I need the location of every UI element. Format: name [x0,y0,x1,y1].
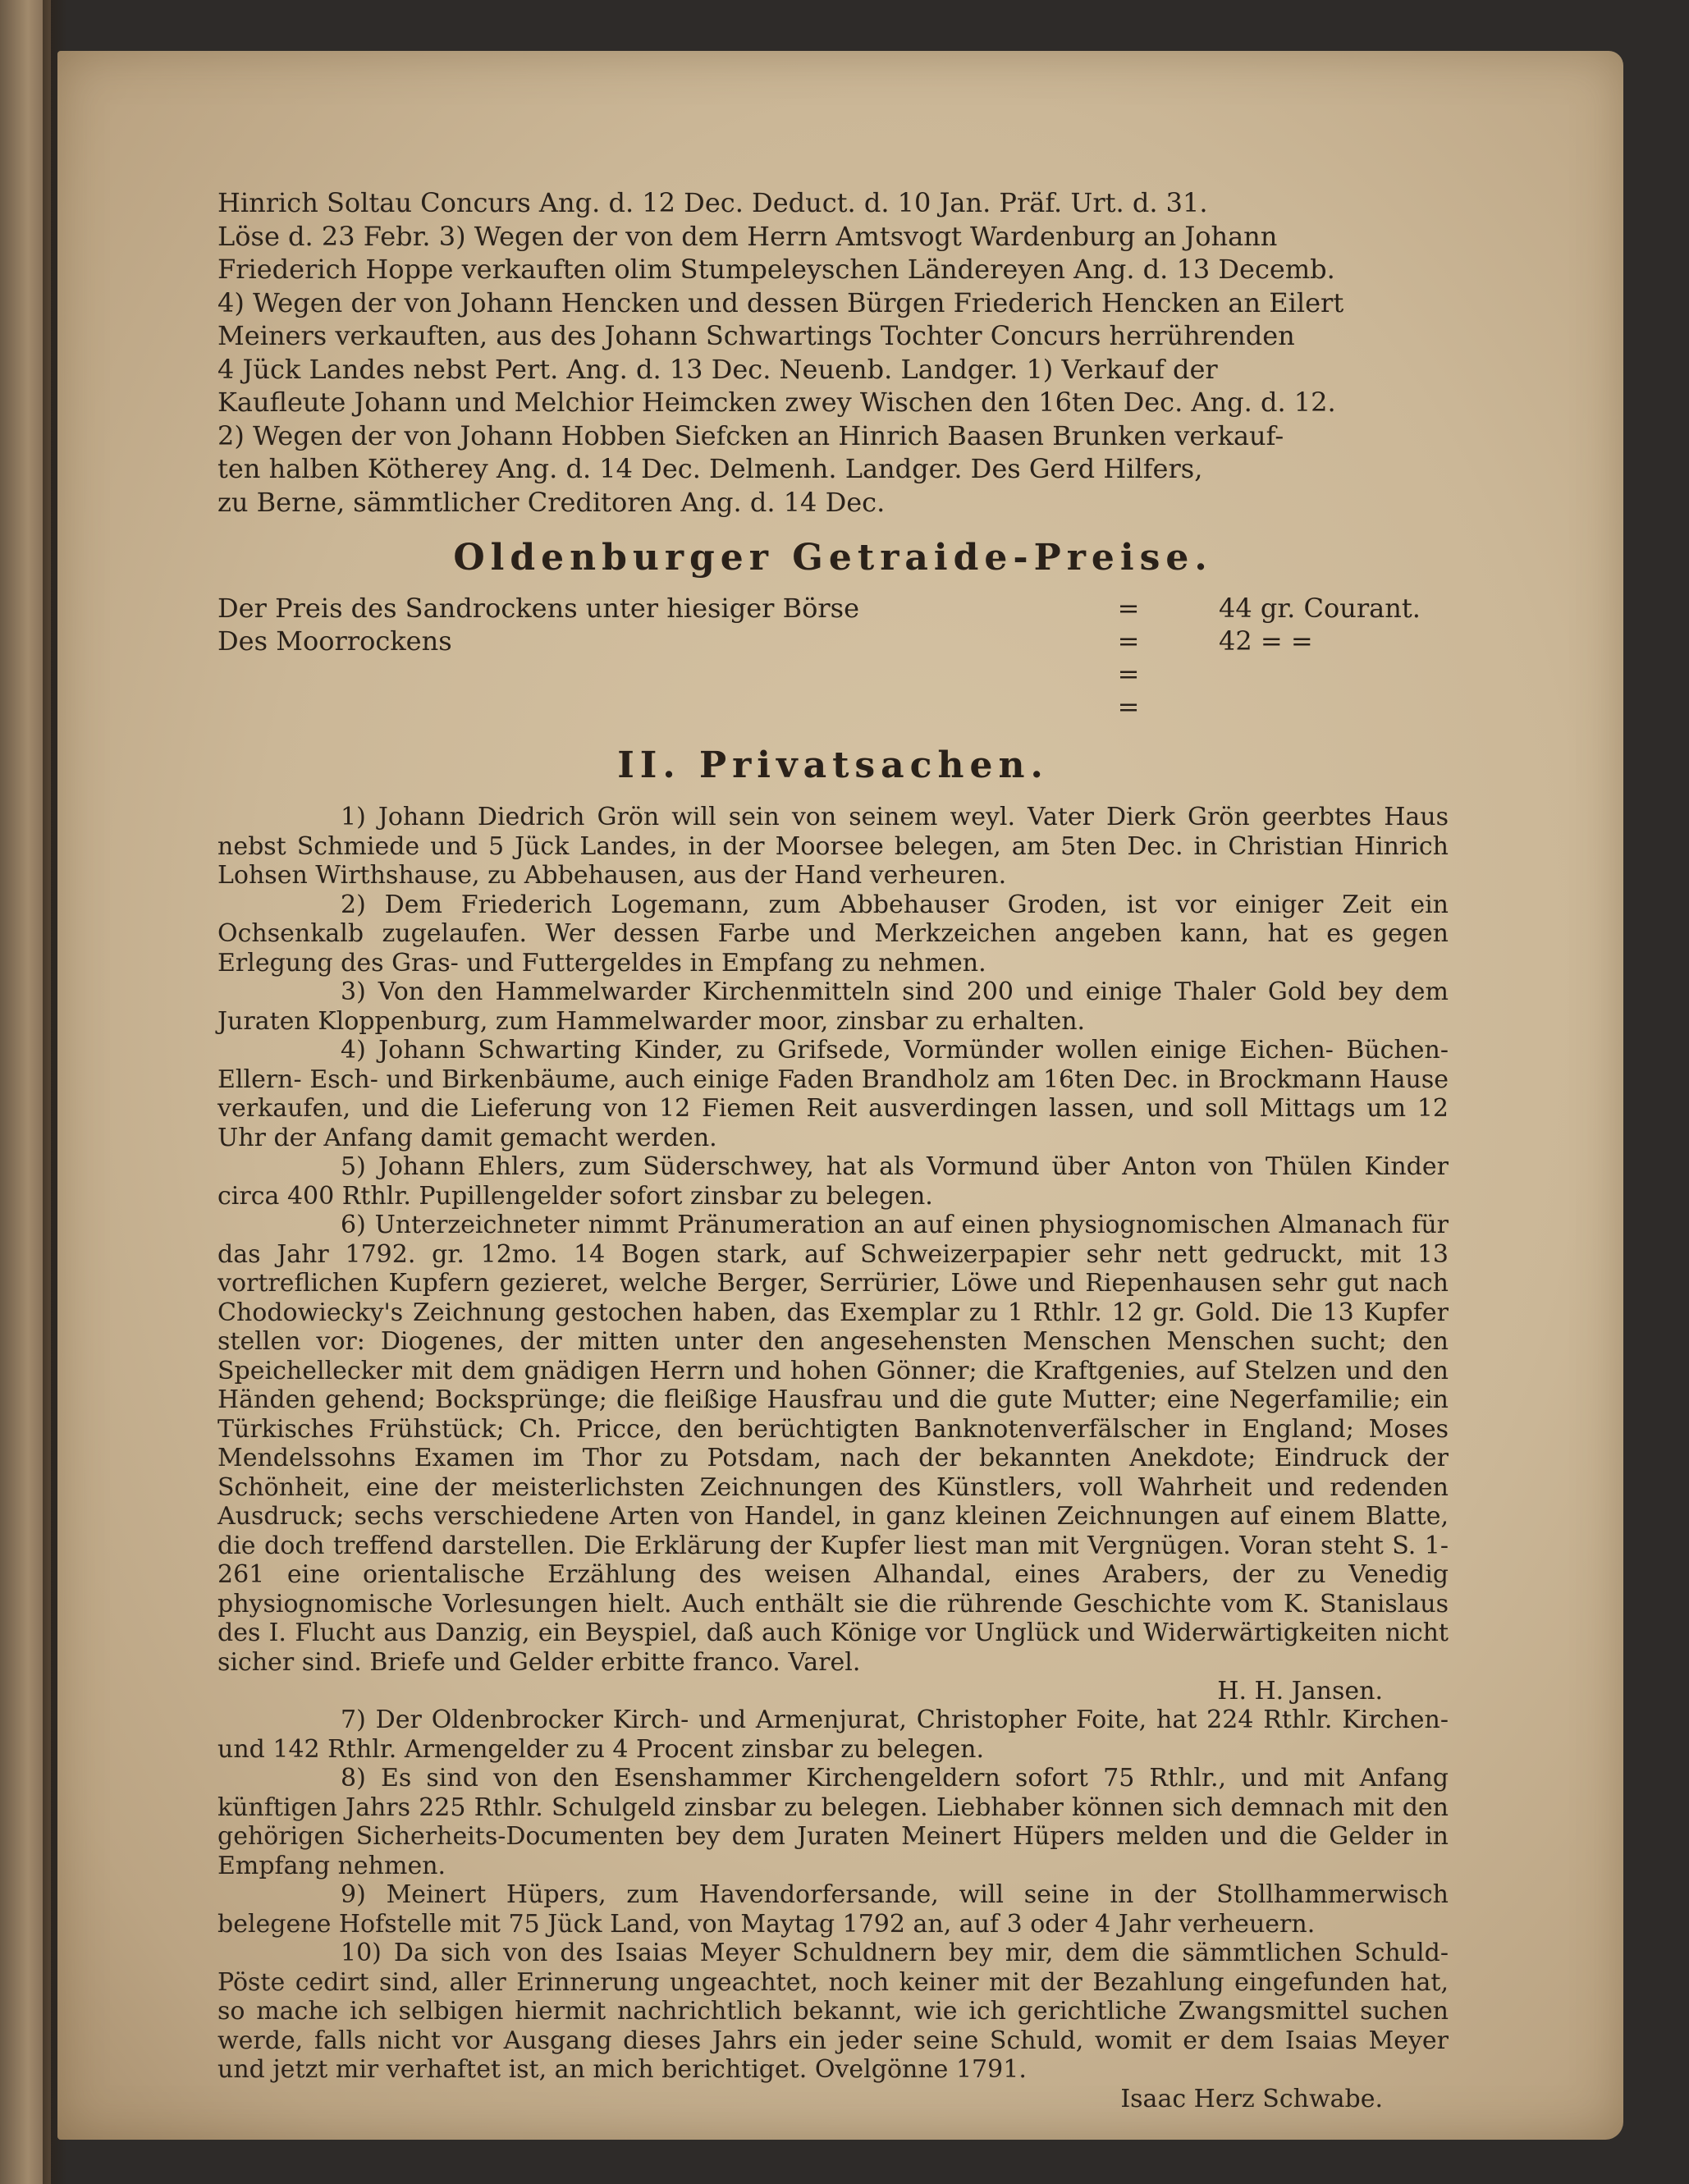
price-row-moorrocken [217,625,1449,723]
price-value: 44 gr. Courant. [1219,593,1421,624]
item-number: 8) [341,1764,366,1793]
item-number: 7) [341,1706,366,1734]
notice-item-10 [217,1939,1449,2085]
page-content [217,186,1449,2113]
notice-item-4 [217,1036,1449,1152]
item-number: 9) [341,1880,366,1909]
item-text: Johann Schwarting Kinder, zu Grifsede, Vormünder wollen einige Eichen- Büchen- Ellern- Esch- und Birkenbäume, auch einige Faden Brandholz am 16ten Dec. in Brockmann Hause verkaufen, und die Lieferung von 12 Fiemen Reit ausverdingen lassen, und soll Mittags um 12 Uhr der Anfang damit gemacht werden. [217,1036,1449,1152]
grain-prices-heading: Oldenburger Getraide-Preise. [453,537,1213,579]
item-text: Dem Friederich Logemann, zum Abbehauser Groden, ist vor einiger Zeit ein Ochsenkalb zugelaufen. Wer dessen Farbe und Merkzeichen angeben kann, hat es gegen Erlegung des Gras- und Futtergeldes in Empfang zu nehmen. [217,890,1449,978]
item-number: 1) [341,803,366,831]
price-label: Der Preis des Sandrockens unter hiesiger Börse [217,593,860,624]
price-row-sandrocken [217,592,1449,625]
item-text: Von den Hammelwarder Kirchenmitteln sind 200 und einige Thaler Gold bey dem Juraten Kloppenburg, zum Hammelwarder moor, zinsbar zu erhalten. [217,978,1449,1036]
notice-item-8 [217,1764,1449,1880]
price-marks: = [1117,593,1189,624]
item-text: Johann Diedrich Grön will sein von seinem weyl. Vater Dierk Grön geerbtes Haus nebst Schmiede und 5 Jück Landes, in der Moorsee belegen, am 5ten Dec. in Christian Hinrich Lohsen Wirthshause, zu Abbehausen, aus der Hand verheuren. [217,803,1449,890]
item-number: 5) [341,1152,366,1181]
price-label: Des Moorrockens [217,625,452,657]
item-text: Der Oldenbrocker Kirch- und Armenjurat, Christopher Foite, hat 224 Rthlr. Kirchen- und 142 Rthlr. Armengelder zu 4 Procent zinsbar zu belegen. [217,1706,1449,1764]
notice-item-5 [217,1152,1449,1211]
notice-item-1 [217,803,1449,891]
item-number: 4) [341,1036,366,1065]
item-number: 6) [341,1211,366,1239]
price-marks: = = = [1117,625,1189,722]
item-text: Unterzeichneter nimmt Pränumeration an auf einen physiognomischen Almanach für das Jahr 1792. gr. 12mo. 14 Bogen stark, auf Schweizerpapier sehr nett gedruckt, mit 13 vortreflichen Kupfern gezieret, welche Berger, Serrürier, Löwe und Riepenhausen sehr gut nach Chodowiecky's Zeichnung gestochen haben, das Exemplar zu 1 Rthlr. 12 gr. Gold. Die 13 Kupfer stellen vor: Diogenes, der mitten unter den angesehensten Menschen Menschen sucht; den Speichellecker mit dem gnädigen Herrn und hohen Gönner; die Kraftgenies, auf Stelzen und den Händen gehend; Bocksprünge; die fleißige Hausfrau und die gute Mutter; eine Negerfamilie; ein Türkisches Frühstück; Ch. Pricce, den berüchtigten Banknotenverfälscher in England; Moses Mendelssohns Examen im Thor zu Potsdam, nach der bekannten Anekdote; Eindruck der Schönheit, eine der meisterlichsten Zeichnungen des Künstlers, voll Wahrheit und redenden Ausdruck; sechs verschiedene Arten von Handel, in ganz kleinen Zeichnungen auf einem Blatte, die doch treffend darstellen. Die Erklärung der Kupfer liest man mit Vergnügen. Voran steht S. 1-261 eine orientalische Erzählung des weisen Alhandal, eines Arabers, der zu Venedig physiognomische Vorlesungen hielt. Auch enthält sie die rührende Geschichte vom K. Stanislaus des I. Flucht aus Danzig, ein Beyspiel, daß auch Könige vor Unglück und Widerwärtigkeiten nicht sicher sind. Briefe und Gelder erbitte franco. Varel. [217,1211,1449,1677]
document-page [57,51,1623,2140]
item-text: Da sich von des Isaias Meyer Schuldnern bey mir, dem die sämmtlichen Schuld-Pöste cedirt sind, aller Erinnerung ungeachtet, noch keiner mit der Bezahlung eingefunden hat, so mache ich selbigen hiermit nachrichtlich bekannt, wie ich gerichtliche Zwangsmittel suchen werde, falls nicht vor Ausgang dieses Jahrs ein jeder seine Schuld, womit er dem Isaias Meyer und jetzt mir verhaftet ist, an mich berichtiget. Ovelgönne 1791. [217,1939,1449,2084]
notice-item-6 [217,1211,1449,1677]
price-value: 42 = = [1219,625,1313,657]
notice-item-3 [217,978,1449,1036]
notice-item-9 [217,1880,1449,1939]
notice-item-7 [217,1706,1449,1764]
item-text: Johann Ehlers, zum Süderschwey, hat als Vormund über Anton von Thülen Kinder circa 400 Rthlr. Pupillengelder sofort zinsbar zu belegen. [217,1152,1449,1211]
court-notices-block: Hinrich Soltau Concurs Ang. d. 12 Dec. Deduct. d. 10 Jan. Präf. Urt. d. 31. Löse d. 23 Febr. 3) Wegen der von dem Herrn Amtsvogt Wardenburg an Johann Friederich Hoppe verkauften olim Stumpeleyschen Ländereyen Ang. d. 13 Decemb. 4) Wegen der von Johann Hencken und dessen Bürgen Friederich Hencken an Eilert Meiners verkauften, aus des Johann Schwartings Tochter Concurs herrührenden 4 Jück Landes nebst Pert. Ang. d. 13 Dec. Neuenb. Landger. 1) Verkauf der Kaufleute Johann und Melchior Heimcken zwey Wischen den 16ten Dec. Ang. d. 12. 2) Wegen der von Johann Hobben Siefcken an Hinrich Baasen Brunken verkauf- ten halben Kötherey Ang. d. 14 Dec. Delmenh. Landger. Des Gerd Hilfers, zu Berne, sämmtlicher Creditoren Ang. d. 14 Dec. [217,187,1344,518]
item-text: Es sind von den Esenshammer Kirchengeldern sofort 75 Rthlr., und mit Anfang künftigen Jahrs 225 Rthlr. Schulgeld zinsbar zu belegen. Liebhaber können sich demnach mit den gehörigen Sicherheits-Documenten bey dem Juraten Meinert Hüpers melden und die Gelder in Empfang nehmen. [217,1764,1449,1880]
item-number: 3) [341,978,366,1006]
private-matters-heading: II. Privatsachen. [617,744,1049,786]
item-text: Meinert Hüpers, zum Havendorfersande, will seine in der Stollhammerwisch belegene Hofstelle mit 75 Jück Land, von Maytag 1792 an, auf 3 oder 4 Jahr verheuern. [217,1880,1449,1939]
notice-item-2 [217,891,1449,978]
signature-schwabe: Isaac Herz Schwabe. [1120,2084,1383,2113]
item-number: 2) [341,890,366,919]
signature-jansen: H. H. Jansen. [1217,1677,1383,1706]
item-number: 10) [341,1939,382,1967]
